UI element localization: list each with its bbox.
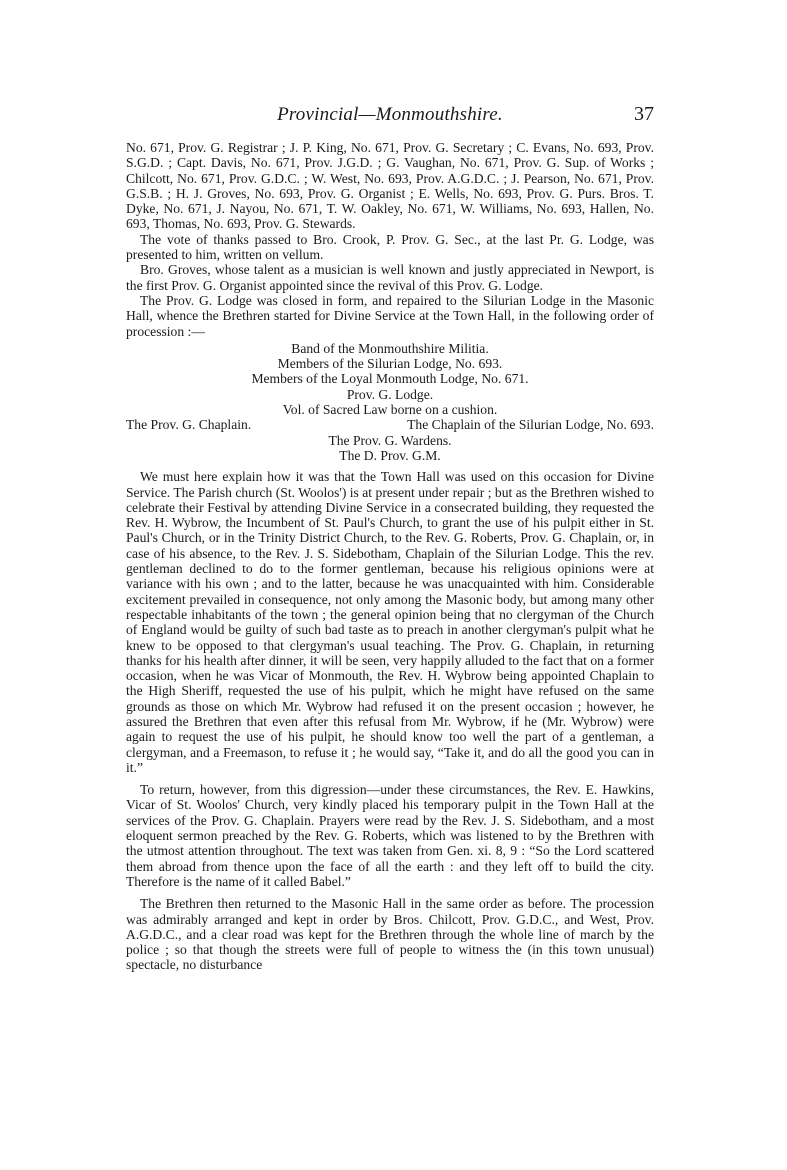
officers-list-paragraph: No. 671, Prov. G. Registrar ; J. P. King, No. 671, Prov. G. Secretary ; C. Evans, No. 693, Prov. S.G.D. ; Capt. Davis, No. 671, Prov. J.G.D. ; G. Vaughan, No. 671, Prov. G. Sup. of Works ; Chilcott, No. 671, Prov. G.D.C. ; W. West, No. 693, Prov. A.G.D.C. ; J. Pearson, No. 671, Prov. G.S.B. ; H. J. Groves, No. 693, Prov. G. Organist ; E. Wells, No. 693, Prov. G. Purs. Bros. T. Dyke, No. 671, J. Nayou, No. 671, T. W. Oakley, No. 671, W. Williams, No. 693, Hallen, No. 693, Thomas, No. 693, Prov. G. Stewards. xyxy=(126,140,654,232)
procession-line: Members of the Silurian Lodge, No. 693. xyxy=(277,356,503,372)
town-hall-explanation-paragraph: We must here explain how it was that the Town Hall was used on this occasion for Divine Service. The Parish church (St. Woolos') is at present under repair ; but as the Brethren wished to celebrate their Festival by attending Divine Service in a consecrated building, they requested the Rev. H. Wybrow, the Incumbent of St. Paul's Church, to grant the use of his pulpit either in St. Paul's Church, or in the Trinity District Church, to the Rev. G. Roberts, Prov. G. Chaplain, or, in case of his absence, to the Rev. J. S. Sidebotham, Chaplain of the Silurian Lodge. This the rev. gentleman declined to do to the former gentleman, because his religious opinions were at variance with his own ; and to the latter, because he was unacquainted with him. Considerable excitement prevailed in consequence, not only among the Masonic body, but among many other respectable inhabitants of the town ; the general opinion being that no clergyman of the Church of England would be guilty of such bad taste as to preach in another clergyman's pulpit what he knew to be opposed to that clergyman's usual teaching. The Prov. G. Chaplain, in returning thanks for his health after dinner, it will be seen, very happily alluded to the fact that on a former occasion, when he was Vicar of Monmouth, the Rev. H. Wybrow being appointed Chaplain to the High Sheriff, requested the use of his pulpit, which he might have refused on the same grounds as those on which Mr. Wybrow had refused it on the present occasion ; however, he assured the Brethren that even after this refusal from Mr. Wybrow, if he (Mr. Wybrow) were again to request the use of his pulpit, he should know too well the part of a gentleman, a clergyman, and a Freemason, to refuse it ; he would say, “Take it, and do all the good you can in it.” xyxy=(126,469,654,775)
page-body xyxy=(126,140,654,973)
digression-paragraph: To return, however, from this digression—under these circumstances, the Rev. E. Hawkins, Vicar of St. Woolos' Church, very kindly placed his temporary pulpit in the Town Hall at the services of the Prov. G. Chaplain. Prayers were read by the Rev. J. S. Sidebotham, and a most eloquent sermon preached by the Rev. G. Roberts, which was listened to by the Brethren with the utmost attention throughout. The text was taken from Gen. xi. 8, 9 : “So the Lord scattered them abroad from thence upon the face of all the earth : and they left off to build the city. Therefore is the name of it called Babel.” xyxy=(126,782,654,889)
page-number: 37 xyxy=(634,103,654,125)
procession-prov-chaplain: The Prov. G. Chaplain. xyxy=(126,417,252,433)
procession-line: Members of the Loyal Monmouth Lodge, No. 671. xyxy=(251,371,529,387)
procession-chaplains-row xyxy=(126,417,654,432)
return-procession-paragraph: The Brethren then returned to the Masonic Hall in the same order as before. The procession was admirably arranged and kept in order by Bros. Chilcott, Prov. G.D.C., and West, Prov. A.G.D.C., and a clear road was kept for the Brethren through the whole line of march by the police ; so that though the streets were full of people to witness the (in this town unusual) spectacle, no disturbance xyxy=(126,896,654,973)
procession-line: Vol. of Sacred Law borne on a cushion. xyxy=(282,402,498,418)
running-title: Provincial—Monmouthshire. xyxy=(277,104,503,125)
page-header xyxy=(126,104,654,128)
lodge-closed-paragraph: The Prov. G. Lodge was closed in form, and repaired to the Silurian Lodge in the Masonic Hall, whence the Brethren started for Divine Service at the Town Hall, in the following order of procession :— xyxy=(126,292,654,339)
procession-line: Band of the Monmouthshire Militia. xyxy=(291,340,489,356)
procession-line: The Prov. G. Wardens. xyxy=(328,432,452,448)
vote-of-thanks-paragraph: The vote of thanks passed to Bro. Crook, P. Prov. G. Sec., at the last Pr. G. Lodge, was presented to him, written on vellum. xyxy=(126,231,654,263)
organist-paragraph: Bro. Groves, whose talent as a musician is well known and justly appreciated in Newport, is the first Prov. G. Organist appointed since the revival of this Prov. G. Lodge. xyxy=(126,262,654,293)
procession-order xyxy=(126,341,654,463)
procession-line: Prov. G. Lodge. xyxy=(346,386,434,402)
procession-line: The D. Prov. G.M. xyxy=(339,447,441,463)
procession-silurian-chaplain: The Chaplain of the Silurian Lodge, No. 693. xyxy=(407,417,654,433)
